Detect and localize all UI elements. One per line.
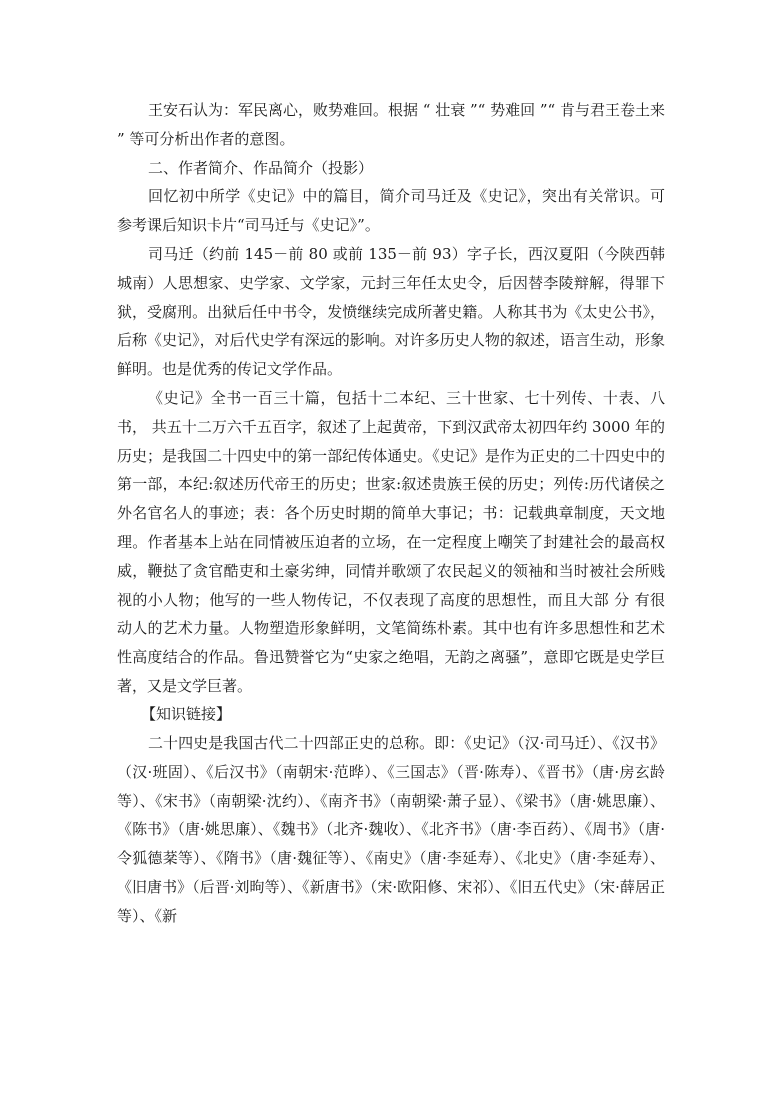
paragraph-wang-anshi: 王安石认为：军民离心，败势难回。根据 “ 壮衰 ”“ 势难回 ”“ 肯与君王卷土来 ” 等可分析出作者的意图。: [117, 101, 665, 148]
knowledge-link-heading: 【知识链接】: [141, 705, 232, 723]
paragraph-shiji-overview: 《史记》全书一百三十篇，包括十二本纪、三十世家、七十列传、十表、八书， 共五十二万六千五百字，叙述了上起黄帝，下到汉武帝太初四年约 3000 年的历史；是我国二十四史中的第一部纪传体通史。《史记》是作为正史的二十四史中的第一部，本纪:叙述历代帝王的历史；世家:叙述贵族王侯的历史；列传:历代诸侯之外名官名人的事迹；表：各个历史时期的简单大事记；书：记载典章制度，天文地理。作者基本上站在同情被压迫者的立场，在一定程度上嘲笑了封建社会的最高权威，鞭挞了贪官酷吏和土豪劣绅，同情并歌颂了农民起义的领袖和当时被社会所贱视的小人物；他写的一些人物传记，不仅表现了高度的思想性，而且大部 分 有很动人的艺术力量。人物塑造形象鲜明，文笔简练朴素。其中也有许多思想性和艺术性高度结合的作品。鲁迅赞誉它为“史家之绝唱，无韵之离骚”，意即它既是史学巨著，又是文学巨著。: [117, 389, 665, 695]
paragraph-sima-qian: 司马迁（约前 145－前 80 或前 135－前 93）字子长，西汉夏阳（今陕西韩城南）人思想家、史学家、文学家，元封三年任太史令，后因替李陵辩解，得罪下狱，受腐刑。出狱后任中书令，发愤继续完成所著史籍。人称其书为《太史公书》，后称《史记》，对后代史学有深远的影响。对许多历史人物的叙述，语言生动，形象鲜明。也是优秀的传记文学作品。: [117, 245, 665, 379]
paragraph-recall-shiji: 回忆初中所学《史记》中的篇目，简介司马迁及《史记》，突出有关常识。可参考课后知识卡片“司马迁与《史记》”。: [117, 187, 665, 234]
paragraph-twenty-four-histories: 二十四史是我国古代二十四部正史的总称。即：《史记》（汉·司马迁）、《汉书》（汉·班固）、《后汉书》（南朝宋·范晔）、《三国志》（晋·陈寿）、《晋书》（唐·房玄龄等）、《宋书》（南朝梁·沈约）、《南齐书》（南朝梁·萧子显）、《梁书》（唐·姚思廉）、《陈书》（唐·姚思廉）、《魏书》（北齐·魏收）、《北齐书》（唐·李百药）、《周书》（唐·令狐德棻等）、《隋书》（唐·魏征等）、《南史》（唐·李延寿）、《北史》（唐·李延寿）、《旧唐书》（后晋·刘昫等）、《新唐书》（宋·欧阳修、宋祁）、《旧五代史》（宋·薛居正等）、《新: [117, 734, 665, 925]
section-heading-author-intro: 二、作者简介、作品简介（投影）: [148, 159, 374, 177]
